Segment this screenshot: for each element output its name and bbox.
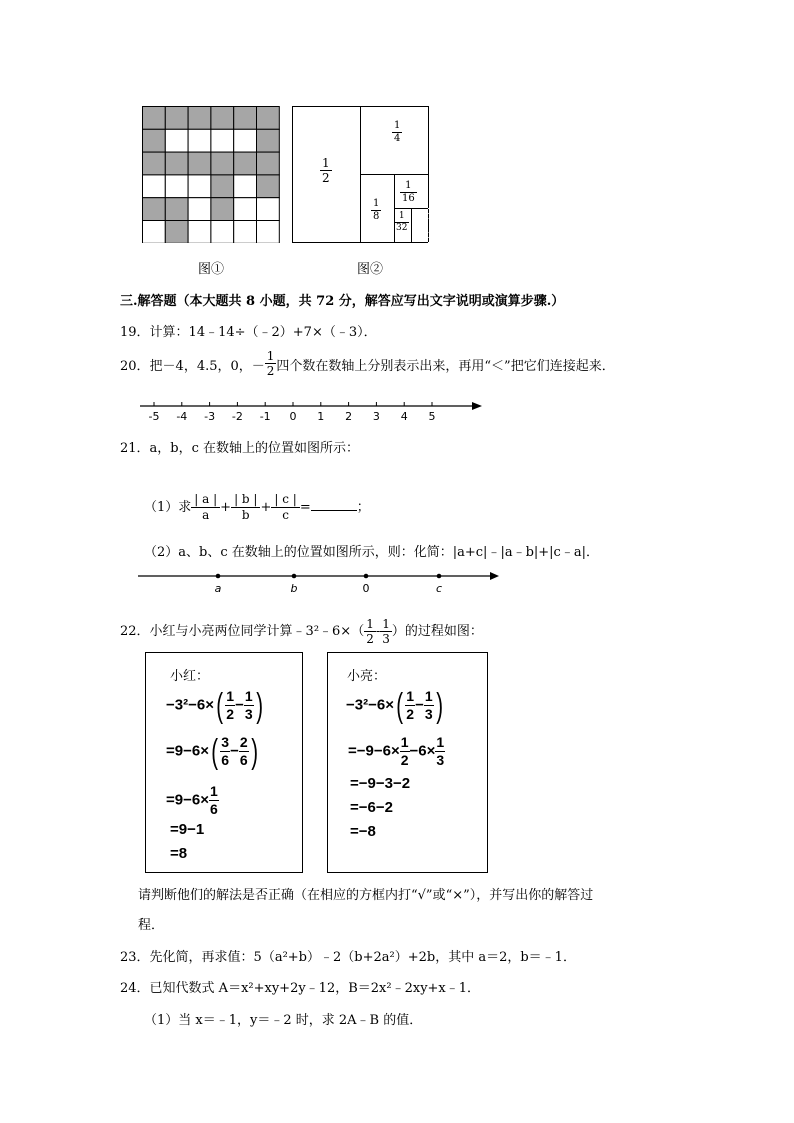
xiaoliang-line-2: =−9−6× $\frac{1}{2}$ −6× $\frac{1}{3}$	[348, 734, 445, 768]
section-heading: 三.解答题（本大题共 8 小题，共 72 分，解答应写出文字说明或演算步骤.）	[120, 294, 565, 309]
question-23: 23．先化简，再求值：5（a²+b）﹣2（b+2a²）+2b，其中 a＝2，b＝﹣1．	[120, 950, 576, 965]
question-22-instruction-1: 请判断他们的解法是否正确（在相应的方框内打“√”或“×”），并写出你的解答过	[138, 888, 594, 903]
grid-cell	[143, 107, 166, 130]
tick-label: 4	[400, 410, 408, 423]
label-quarter: $\frac{1}{4}$	[394, 120, 401, 144]
grid-cell	[234, 221, 257, 244]
grid-cell	[188, 129, 211, 152]
number-line-q21	[138, 568, 500, 596]
grid-cell	[257, 198, 280, 221]
xiaoliang-line-3: =−9−3−2	[350, 775, 411, 792]
tick-label: 2	[345, 410, 353, 423]
xiaohong-line-5: =8	[170, 845, 188, 862]
grid-cell	[143, 175, 166, 198]
grid-cell	[257, 221, 280, 244]
grid-cell	[165, 198, 188, 221]
question-21-part2: （2）a、b、c 在数轴上的位置如图所示，则：化简：|a+c|﹣|a﹣b|+|c﹣a|．	[144, 545, 599, 560]
grid-cell	[165, 175, 188, 198]
label-eighth: $\frac{1}{8}$	[373, 198, 380, 222]
grid-cell	[143, 129, 166, 152]
xiaohong-line-3: =9−6× $\frac{1}{6}$	[166, 783, 218, 817]
grid-cell	[211, 107, 234, 130]
point-label: c	[435, 582, 443, 595]
point-dot	[364, 574, 369, 579]
tick-label: 5	[428, 410, 436, 423]
label-sixteenth: $\frac{1}{16}$	[402, 180, 415, 204]
grid-cell	[234, 129, 257, 152]
grid-cell	[234, 175, 257, 198]
grid-cell	[188, 198, 211, 221]
point-label: a	[214, 582, 222, 595]
number-line-q20	[140, 398, 485, 424]
grid-cell	[165, 152, 188, 175]
xiaohong-line-1: −3²−6×( $\frac{1}{2}$ − $\frac{1}{3}$ )	[166, 686, 263, 725]
grid-cell	[211, 175, 234, 198]
grid-cell	[211, 198, 234, 221]
xiaoliang-line-1: −3²−6×( $\frac{1}{2}$ − $\frac{1}{3}$ )	[346, 686, 443, 725]
tick-label: -5	[148, 410, 160, 423]
grid-cell	[257, 129, 280, 152]
point-dot	[292, 574, 297, 579]
point-label: 0	[362, 582, 370, 595]
grid-cell	[211, 129, 234, 152]
grid-caption: 图①	[198, 262, 225, 277]
arrow-head	[472, 402, 482, 410]
question-24-stem: 24．已知代数式 A＝x²+xy+2y﹣12，B＝2x²﹣2xy+x﹣1．	[120, 981, 481, 996]
xiaohong-line-4: =9−1	[170, 821, 205, 838]
grid-cell	[165, 129, 188, 152]
grid-cell	[188, 152, 211, 175]
tick-label: 0	[289, 410, 297, 423]
grid-cell	[257, 152, 280, 175]
question-21-stem: 21．a，b，c 在数轴上的位置如图所示：	[120, 441, 360, 456]
question-20: 20．把－4，4.5，0，－ $\frac{1}{2}$ 四个数在数轴上分别表示出来，再用“＜”把它们连接起来．	[120, 349, 615, 378]
xiaoliang-line-5: =−8	[350, 823, 376, 840]
label-thirtysecond: $\frac{1}{32}$	[396, 211, 408, 233]
grid-cell	[188, 107, 211, 130]
grid-cell	[211, 152, 234, 175]
grid-cell	[211, 221, 234, 244]
point-dot	[216, 574, 221, 579]
xiaoliang-line-4: =−6−2	[350, 799, 393, 816]
label-half: $\frac{1}{2}$	[322, 156, 330, 185]
tick-label: -2	[231, 410, 243, 423]
grid-cell	[165, 221, 188, 244]
xiaohong-title: 小红：	[170, 669, 210, 684]
grid-cell	[234, 152, 257, 175]
grid-cell	[257, 175, 280, 198]
grid-cell	[234, 198, 257, 221]
xiaoliang-title: 小亮：	[347, 669, 387, 684]
tick-label: -1	[259, 410, 271, 423]
question-22-instruction-2: 程．	[138, 918, 165, 933]
tick-label: 1	[317, 410, 325, 423]
question-19: 19．计算：14﹣14÷（﹣2）+7×（﹣3）．	[120, 325, 377, 340]
xiaohong-line-2: =9−6×( $\frac{3}{6}$ − $\frac{2}{6}$ )	[166, 732, 258, 771]
grid-cell	[188, 175, 211, 198]
arrow-head	[490, 572, 499, 580]
grid-cell	[165, 107, 188, 130]
grid-cell	[143, 221, 166, 244]
question-24-part1: （1）当 x＝﹣1，y＝﹣2 时，求 2A﹣B 的值．	[144, 1013, 423, 1028]
grid-cell	[234, 107, 257, 130]
question-22-stem: 22．小红与小亮两位同学计算﹣3²﹣6×（ $\frac{1}{2}$ - $\frac{1}{3}$ ）的过程如图：	[120, 617, 483, 646]
grid-cell	[143, 198, 166, 221]
fraction-caption: 图②	[357, 262, 384, 277]
grid-figure	[142, 106, 280, 243]
tick-label: -4	[176, 410, 188, 423]
point-dot	[437, 574, 442, 579]
question-21-part1: （1）求 $\frac{| a |}{a}$ + $\frac{| b |}{b}$ + $\frac{| c |}{c}$ = ；	[144, 492, 370, 522]
grid-cell	[257, 107, 280, 130]
fraction-figure	[292, 106, 429, 243]
grid-cell	[188, 221, 211, 244]
tick-label: -3	[204, 410, 216, 423]
grid-cell	[143, 152, 166, 175]
point-label: b	[290, 582, 298, 595]
tick-label: 3	[372, 410, 380, 423]
